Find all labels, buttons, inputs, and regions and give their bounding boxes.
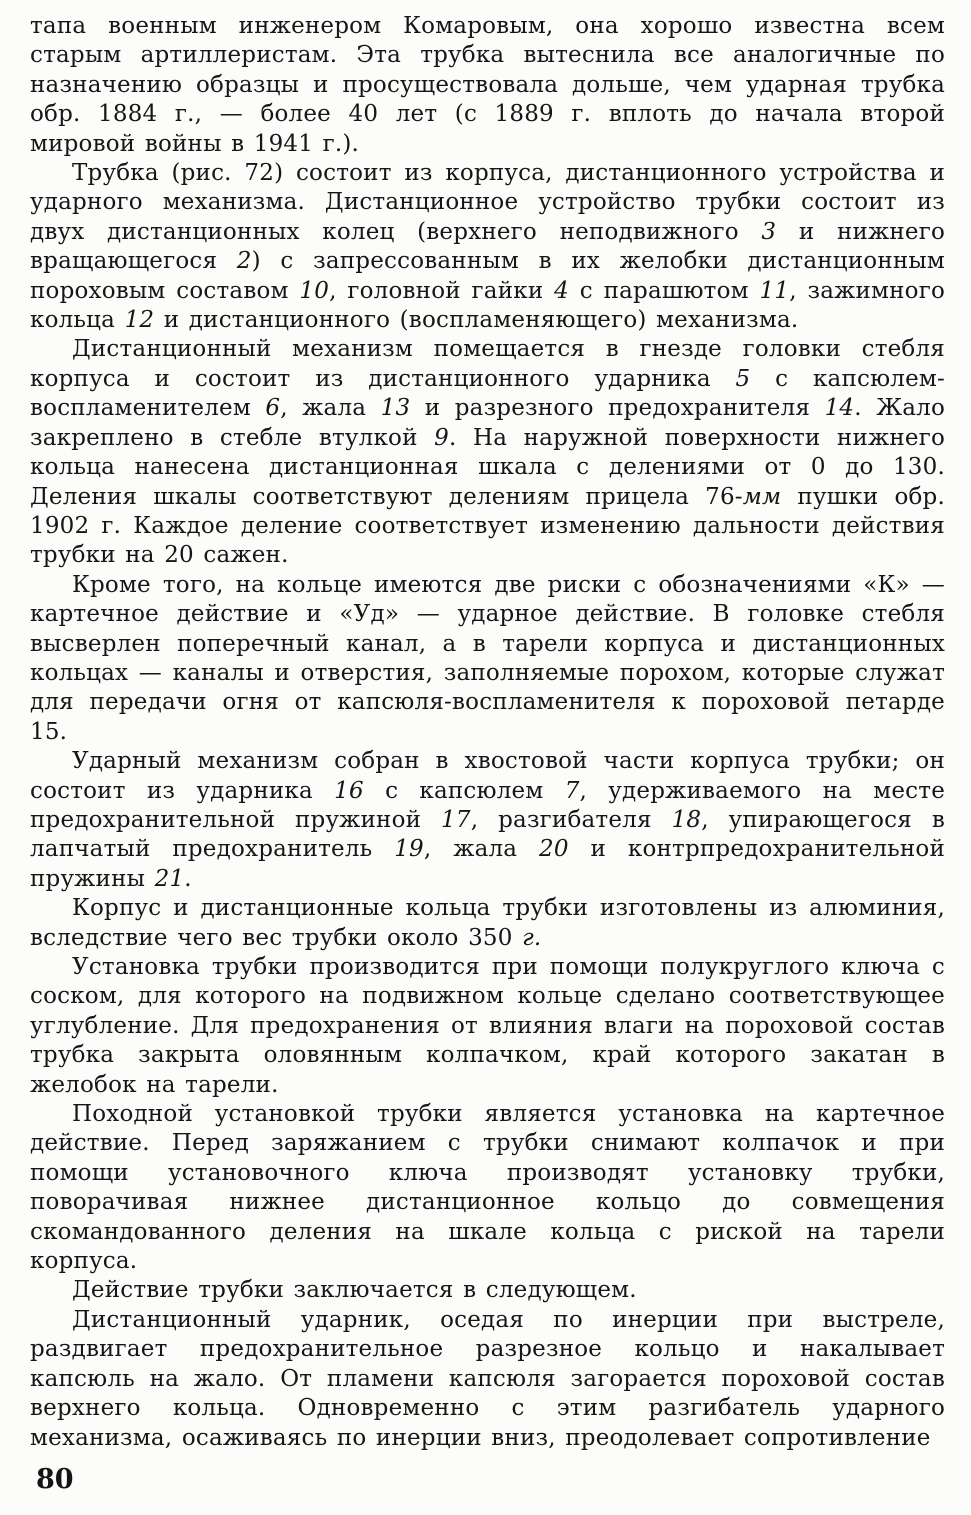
paragraph [30, 12, 945, 159]
text-run: , разгибателя [470, 806, 672, 833]
text-run: , зажимного кольца [30, 277, 945, 334]
page-number: 80 [36, 1464, 74, 1495]
paragraph [30, 1100, 945, 1276]
italic-run: г. [522, 924, 542, 951]
text-run: , головной гайки [329, 277, 555, 304]
paragraph [30, 1306, 945, 1453]
paragraph [30, 747, 945, 894]
italic-run: 14 [824, 395, 855, 422]
paragraph [30, 159, 945, 335]
text-run: , удерживаемого на месте предохранительной пружиной [30, 777, 945, 833]
paragraph [30, 953, 945, 1100]
text-run: Кроме того, на кольце имеются две риски с обозначениями «К» — картечное действие и «Уд» — ударное действие. В головке стебля высверлен поперечный канал, а в тарели корпуса и дистанционных кольцах — каналы и отверстия, заполняемые порохом, которые служат для передачи огня от капсюля-воспламенителя к пороховой петарде 15. [30, 571, 945, 745]
paragraph [30, 894, 945, 953]
italic-run: 7 [564, 777, 580, 804]
text-run: с капсюлем [363, 777, 565, 804]
text-run: , жала [280, 395, 381, 422]
text-run: Дистанционный ударник, оседая по инерции при выстреле, раздвигает предохранительное разрезное кольцо и накалывает капсюль на жало. От пламени капсюля загорается пороховой состав верхнего кольца. Одновременно с этим разгибатель ударного механизма, осаживаясь по инерции вниз, преодолевает сопротивление [30, 1306, 945, 1451]
italic-run: 11 [759, 277, 790, 304]
text-run: Корпус и дистанционные кольца трубки изготовлены из алюминия, вследствие чего вес трубки около 350 [30, 895, 945, 951]
italic-run: 13 [380, 395, 411, 422]
italic-run: 10 [299, 277, 330, 304]
italic-run: 6 [265, 395, 281, 422]
text-run: , жала [423, 836, 540, 863]
italic-run: 18 [671, 806, 702, 833]
paragraph [30, 335, 945, 570]
text-run: Ударный механизм собран в хвостовой части корпуса трубки; он состоит из ударника [30, 748, 945, 804]
paragraph [30, 571, 945, 747]
text-run: . Жало закреплено в стебле втулкой [30, 395, 946, 451]
text-run: Трубка (рис. 72) состоит из корпуса, дистанционного устройства и ударного механизма. Дистанционное устройство трубки состоит из двух дистанционных колец (верхнего неподвижного [30, 160, 945, 245]
italic-run: мм [742, 483, 782, 510]
italic-run: 17 [441, 806, 471, 833]
text-run: Действие трубки заключается в следующем. [72, 1277, 637, 1304]
italic-run: 4 [554, 277, 569, 304]
text-run: ) с запрессованным в их желобки дистанционным пороховым составом [30, 248, 945, 304]
text-run: пушки обр. 1902 г. Каждое деление соответствует изменению дальности действия трубки на 20 сажен. [30, 483, 945, 569]
text-run: и нижнего вращающегося [30, 218, 946, 275]
text-run: и контрпредохранительной пружины [30, 836, 946, 892]
paragraph [30, 1276, 945, 1305]
italic-run: 12 [124, 307, 155, 334]
body-text [30, 12, 945, 1453]
text-run: с капсюлем-воспламенителем [30, 365, 945, 422]
text-run: . На наружной поверхности нижнего кольца нанесена дистанционная шкала с делениями от 0 до 130. Деления шкалы соответствуют делениям прицела 76- [30, 424, 945, 510]
text-run: с парашютом [568, 277, 760, 304]
italic-run: 2 [236, 248, 252, 275]
text-run: , упирающегося в лапчатый предохранитель [30, 806, 945, 863]
text-run: Дистанционный механизм помещается в гнезде головки стебля корпуса и состоит из дистанционного ударника [30, 336, 945, 392]
text-run: и дистанционного (воспламеняющего) механизма. [154, 307, 799, 334]
text-run: Походной установкой трубки является установка на картечное действие. Перед заряжанием с трубки снимают колпачок и при помощи установочного ключа производят установку трубки, поворачивая нижнее дистанционное кольцо до совмещения скомандованного деления на шкале кольца с риской на тарели корпуса. [30, 1101, 945, 1275]
italic-run: 20 [539, 836, 569, 863]
text-run: тапа военным инженером Комаровым, она хорошо известна всем старым артиллеристам. Эта трубка вытеснила все аналогичные по назначению образцы и просуществовала дольше, чем ударная трубка обр. 1884 г., — более 40 лет (с 1889 г. вплоть до начала второй мировой войны в 1941 г.). [30, 13, 945, 157]
text-run: . [184, 865, 192, 892]
italic-run: 16 [334, 777, 364, 804]
text-run: Установка трубки производится при помощи полукруглого ключа с соском, для которого на подвижном кольце сделано соответствующее углубление. Для предохранения от влияния влаги на пороховой состав трубка закрыта оловянным колпачком, край которого закатан в желобок на тарели. [30, 954, 945, 1098]
italic-run: 3 [761, 218, 777, 245]
italic-run: 9 [434, 424, 449, 451]
text-run: и разрезного предохранителя [410, 395, 825, 422]
italic-run: 19 [394, 836, 424, 863]
italic-run: 5 [735, 365, 751, 392]
italic-run: 21 [154, 865, 185, 892]
